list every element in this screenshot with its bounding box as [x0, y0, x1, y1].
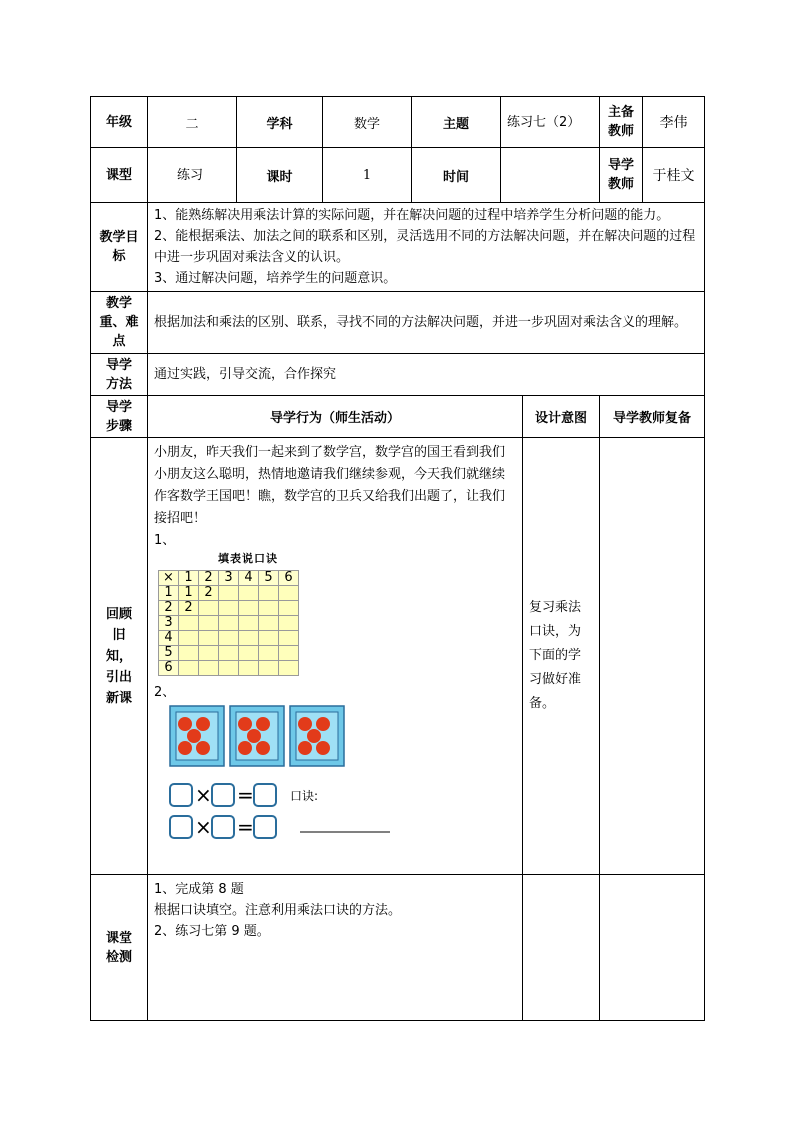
table-cell[interactable] — [259, 601, 279, 616]
subject-label: 学科 — [237, 97, 323, 148]
table-cell[interactable] — [219, 616, 239, 631]
time-label: 时间 — [412, 148, 501, 203]
table-cell[interactable] — [199, 646, 219, 661]
table-cell[interactable] — [199, 661, 219, 676]
review-intent: 复习乘法口诀，为下面的学习做好准备。 — [523, 438, 600, 875]
table-cell[interactable] — [259, 646, 279, 661]
table-cell[interactable] — [239, 631, 259, 646]
equals-sign: = — [237, 783, 254, 807]
table-cell[interactable] — [179, 631, 199, 646]
period-label: 课时 — [237, 148, 323, 203]
table-cell[interactable] — [199, 631, 219, 646]
objective-item: 2、能根据乘法、加法之间的联系和区别，灵活选用不同的方法解决问题，并在解决问题的过程中进一步巩固对乘法含义的认识。 — [154, 229, 696, 265]
method-label: 导学方法 — [91, 354, 148, 396]
table-row-header: 1 — [159, 586, 179, 601]
table-cell[interactable] — [219, 661, 239, 676]
subject-value: 数学 — [323, 97, 412, 148]
multiplication-table-title: 填表说口诀 — [218, 552, 278, 565]
guide-teacher-label: 导学教师 — [600, 148, 643, 203]
topic-label: 主题 — [412, 97, 501, 148]
table-row — [159, 631, 299, 646]
table-cell[interactable] — [219, 646, 239, 661]
lead-teacher-label: 主备教师 — [600, 97, 643, 148]
objectives-content — [148, 203, 705, 292]
table-cell[interactable] — [279, 601, 299, 616]
review-section-label: 回顾旧知，引出新课 — [91, 438, 148, 875]
check-item: 2、练习七第 9 题。 — [154, 924, 270, 939]
guide-teacher-value: 于桂文 — [643, 148, 705, 203]
table-row — [159, 601, 299, 616]
table-cell[interactable] — [199, 616, 219, 631]
answer-box[interactable] — [170, 784, 192, 806]
table-col-header: 5 — [259, 571, 279, 586]
tomato-box-icon — [230, 706, 284, 766]
check-intent — [523, 875, 600, 1021]
steps-label: 导学步骤 — [91, 396, 148, 438]
table-cell[interactable] — [279, 586, 299, 601]
type-label: 课型 — [91, 148, 148, 203]
table-cell[interactable] — [239, 601, 259, 616]
lead-teacher-value: 李伟 — [643, 97, 705, 148]
objective-item: 3、通过解决问题，培养学生的问题意识。 — [154, 271, 397, 286]
table-row-header: 3 — [159, 616, 179, 631]
answer-box[interactable] — [212, 816, 234, 838]
key-points-label: 教学重、难点 — [91, 292, 148, 354]
table-cell[interactable] — [219, 601, 239, 616]
table-cell[interactable]: 2 — [179, 601, 199, 616]
check-activity — [148, 875, 523, 1021]
table-cell[interactable] — [259, 661, 279, 676]
type-value: 练习 — [148, 148, 237, 203]
key-points-text: 根据加法和乘法的区别、联系，寻找不同的方法解决问题，并进一步巩固对乘法含义的理解。 — [148, 292, 705, 354]
table-col-header: 2 — [199, 571, 219, 586]
table-cell[interactable] — [179, 616, 199, 631]
answer-box[interactable] — [170, 816, 192, 838]
check-section-label: 课堂检测 — [91, 875, 148, 1021]
equals-sign: = — [237, 815, 254, 839]
table-cell[interactable] — [279, 646, 299, 661]
review-activity — [148, 438, 523, 875]
table-row — [159, 616, 299, 631]
table-cell[interactable] — [219, 631, 239, 646]
times-sign: × — [195, 815, 212, 839]
table-corner: × — [159, 571, 179, 586]
tomato-box-icon — [170, 706, 224, 766]
table-col-header: 3 — [219, 571, 239, 586]
table-cell[interactable] — [279, 631, 299, 646]
table-col-header: 1 — [179, 571, 199, 586]
intent-header: 设计意图 — [523, 396, 600, 438]
table-cell[interactable] — [259, 631, 279, 646]
table-cell[interactable]: 1 — [179, 586, 199, 601]
table-row — [159, 661, 299, 676]
table-cell[interactable] — [239, 661, 259, 676]
question-1-number: 1、 — [154, 533, 176, 548]
table-cell[interactable] — [239, 646, 259, 661]
table-cell[interactable] — [179, 646, 199, 661]
table-row — [159, 586, 299, 601]
check-item: 1、完成第 8 题 — [154, 882, 244, 897]
table-cell[interactable] — [279, 661, 299, 676]
tomato-boxes-figure — [160, 704, 400, 854]
table-cell[interactable] — [179, 661, 199, 676]
check-item: 根据口诀填空。注意利用乘法口诀的方法。 — [154, 903, 402, 918]
table-cell[interactable] — [219, 586, 239, 601]
table-col-header: 6 — [279, 571, 299, 586]
rhyme-label: 口诀: — [290, 789, 319, 803]
times-sign: × — [195, 783, 212, 807]
table-row-header: 2 — [159, 601, 179, 616]
table-row-header: 6 — [159, 661, 179, 676]
grade-label: 年级 — [91, 97, 148, 148]
objectives-label: 教学目标 — [91, 203, 148, 292]
tomato-box-icon — [290, 706, 344, 766]
table-row-header: 5 — [159, 646, 179, 661]
topic-value: 练习七（2） — [501, 97, 600, 148]
question-2-number: 2、 — [154, 685, 176, 700]
answer-box[interactable] — [254, 816, 276, 838]
table-cell[interactable] — [239, 616, 259, 631]
lesson-plan-table — [90, 96, 705, 1021]
table-cell[interactable] — [259, 586, 279, 601]
grade-value: 二 — [148, 97, 237, 148]
table-cell[interactable]: 2 — [199, 586, 219, 601]
table-row — [159, 646, 299, 661]
table-cell[interactable] — [239, 586, 259, 601]
table-col-header: 4 — [239, 571, 259, 586]
multiplication-table — [158, 570, 299, 676]
table-cell[interactable] — [199, 601, 219, 616]
time-value — [501, 148, 600, 203]
period-value: 1 — [323, 148, 412, 203]
review-header: 导学教师复备 — [600, 396, 705, 438]
review-notes — [600, 438, 705, 875]
table-cell[interactable] — [279, 616, 299, 631]
table-cell[interactable] — [259, 616, 279, 631]
check-notes — [600, 875, 705, 1021]
answer-box[interactable] — [254, 784, 276, 806]
objective-item: 1、能熟练解决用乘法计算的实际问题，并在解决问题的过程中培养学生分析问题的能力。 — [154, 208, 670, 223]
answer-box[interactable] — [212, 784, 234, 806]
activity-header: 导学行为（师生活动） — [148, 396, 523, 438]
method-text: 通过实践，引导交流，合作探究 — [148, 354, 705, 396]
review-intro: 小朋友，昨天我们一起来到了数学宫，数学宫的国王看到我们小朋友这么聪明，热情地邀请我们继续参观，今天我们就继续作客数学王国吧！瞧，数学宫的卫兵又给我们出题了，让我们接招吧！ — [154, 445, 506, 526]
table-row-header: 4 — [159, 631, 179, 646]
